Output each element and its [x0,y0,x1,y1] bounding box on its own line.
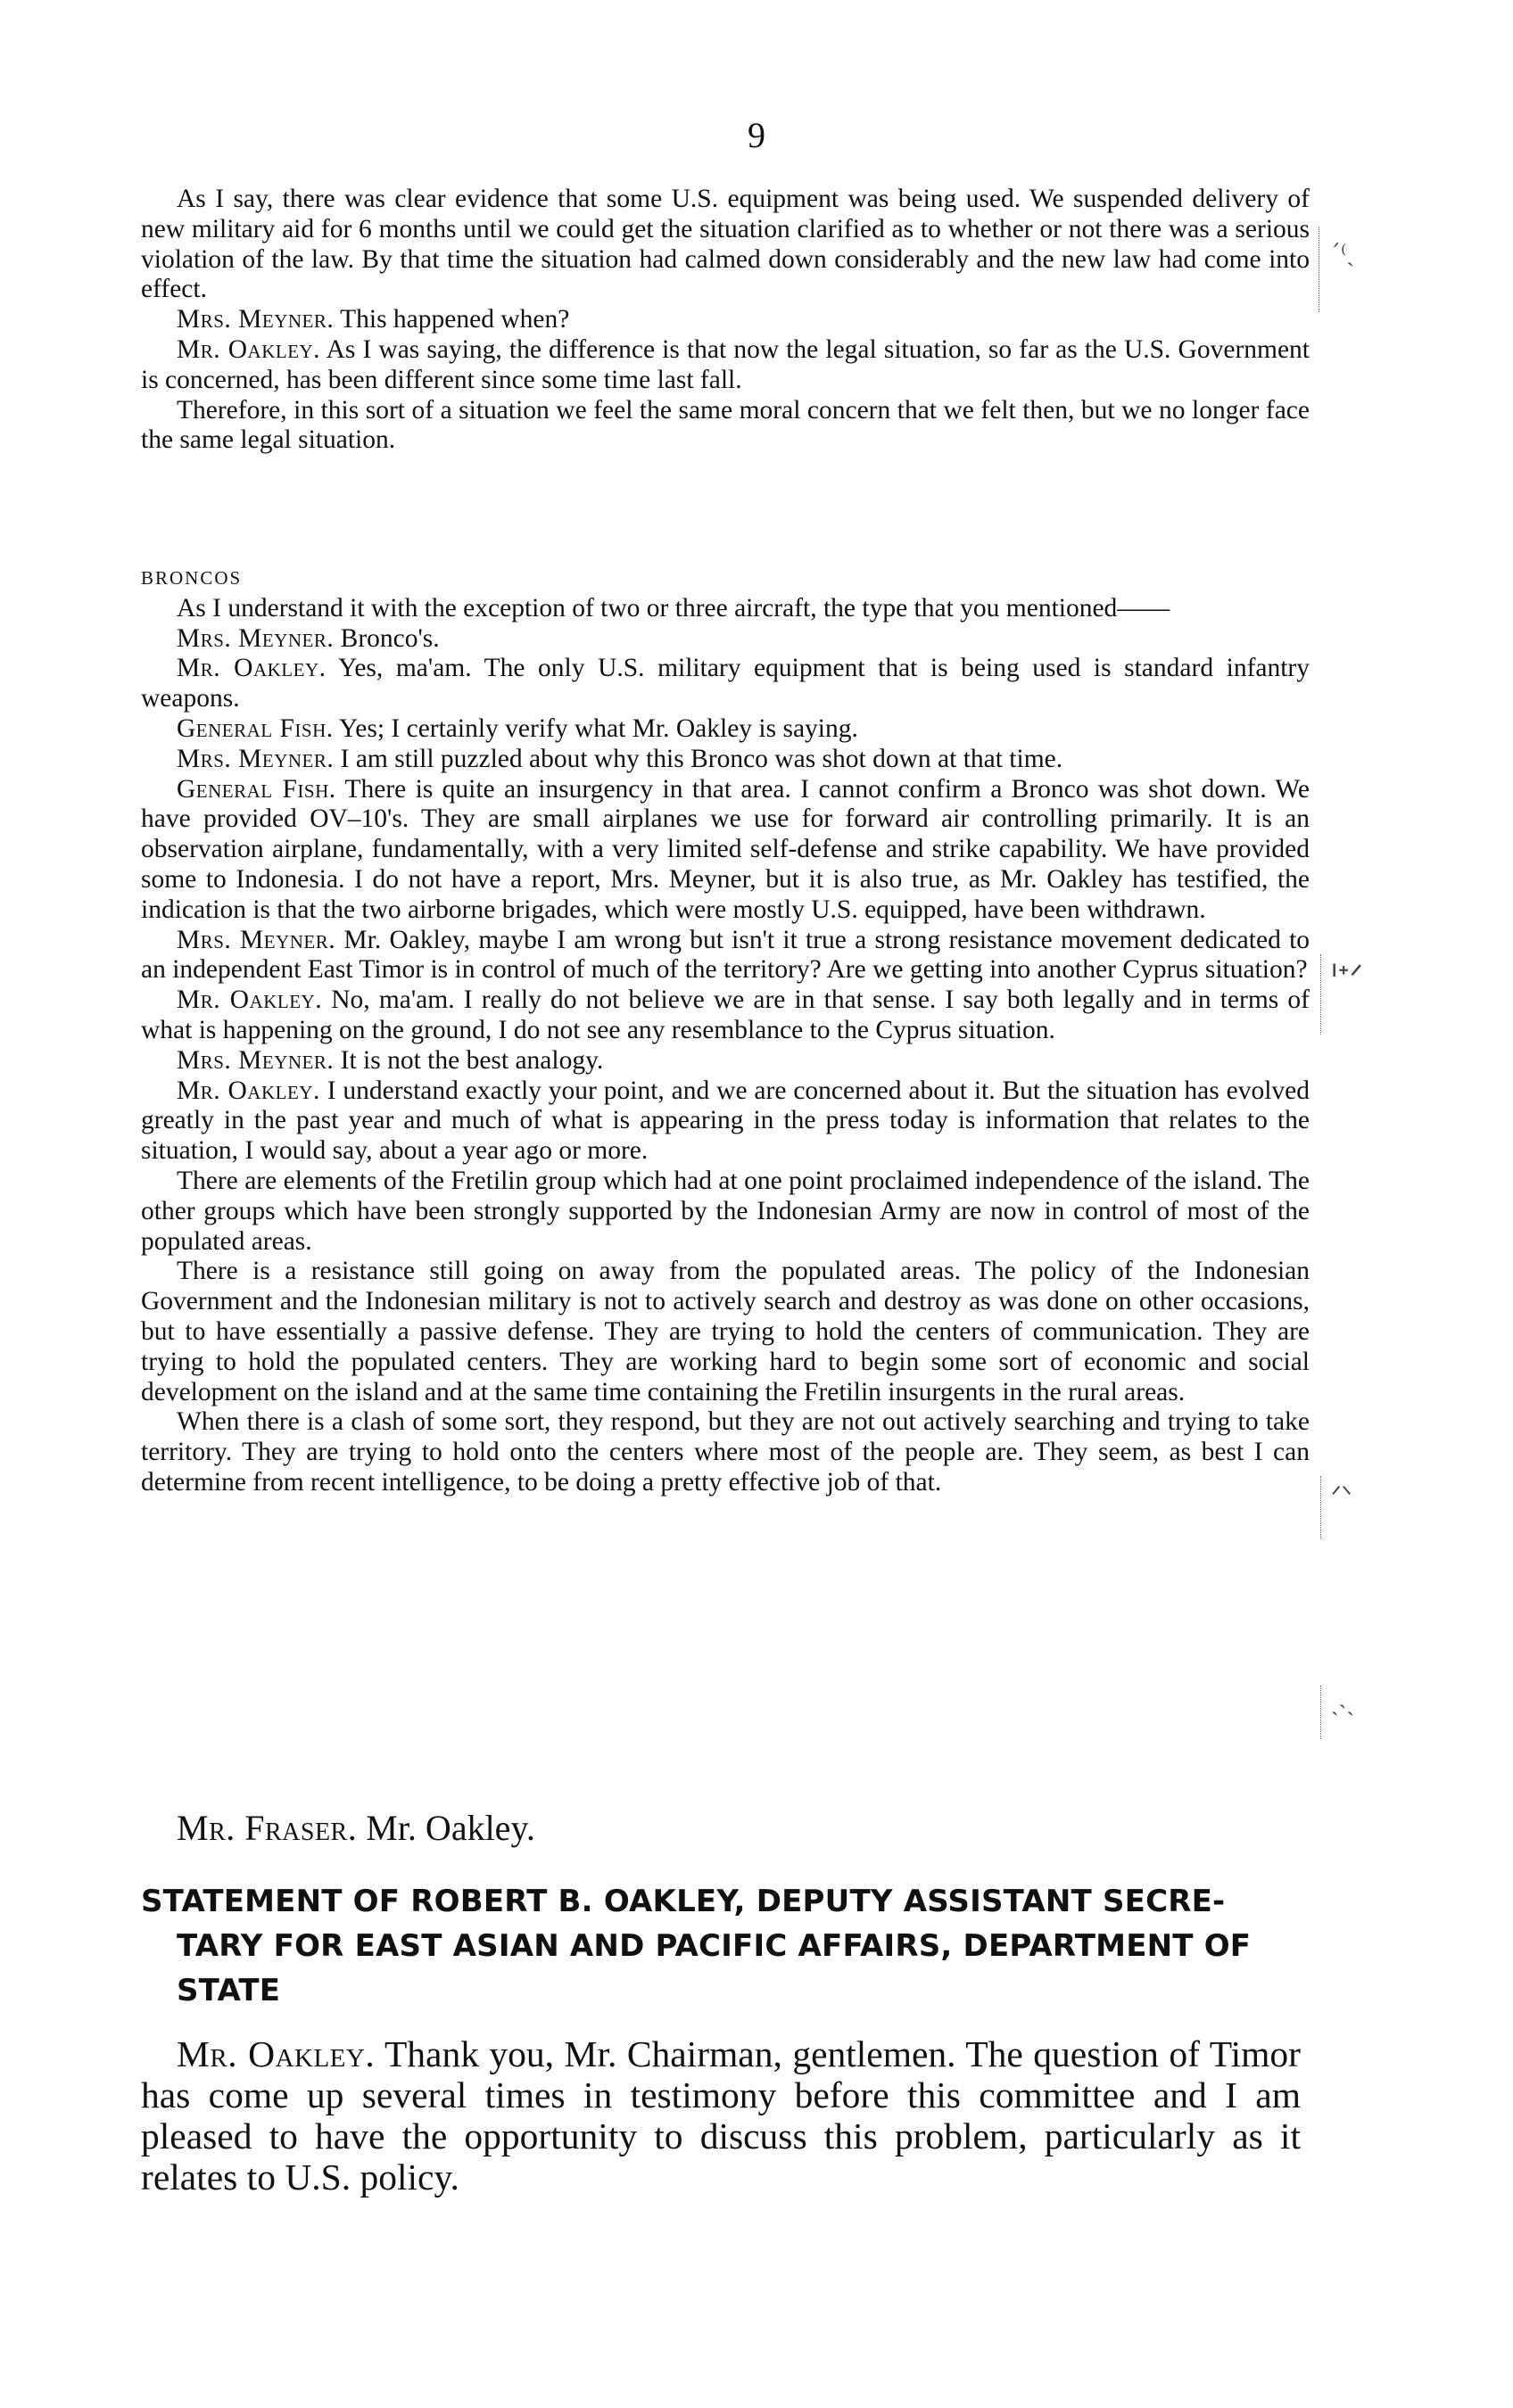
speaker-name: General Fish. [177,713,334,743]
statement-heading-line-2: TARY FOR EAST ASIAN AND PACIFIC AFFAIRS, DEPARTMENT OF [177,1928,1252,1964]
margin-scribble: ˎ˴ˎ [1331,1690,1354,1717]
speaker-name: Mrs. Meyner. [177,925,336,954]
testimony-paragraph [141,654,1310,714]
paragraph-text: Bronco's. [340,623,440,653]
speaker-name: Mrs. Meyner. [177,305,335,334]
paragraph-text: I am still puzzled about why this Bronco was shot down at that time. [340,744,1063,773]
speaker-name: General Fish. [177,774,336,804]
speaker-name: Mr. Fraser. [177,1808,358,1848]
speaker-name: Mrs. Meyner. [177,1045,335,1075]
testimony-paragraph [141,745,1310,775]
paragraph-text: As I was saying, the difference is that now the legal situation, so far as the U.S. Government is concerned, has been different since some time last fall. [141,334,1310,394]
speaker-name: Mr. Oakley. [177,334,321,364]
paragraph-text: Yes, ma'am. The only U.S. military equipment that is being used is standard infantry weapons. [141,654,1310,713]
testimony-paragraph [141,594,1310,624]
testimony-paragraph [141,1046,1310,1076]
statement-heading-line-1: STATEMENT OF ROBERT B. OAKLEY, DEPUTY ASSISTANT SECRE- [141,1884,1226,1919]
testimony-paragraph [141,1076,1310,1167]
section-heading: BRONCOS [141,567,243,589]
testimony-paragraph [141,926,1310,986]
margin-bracket [1320,954,1321,1035]
testimony-paragraph [141,714,1310,745]
speaker-name: Mr. Oakley. [177,654,327,683]
margin-bracket [1320,1686,1321,1739]
paragraph-text: There is quite an insurgency in that area. I cannot confirm a Bronco was shot down. We have provided OV–10's. They are small airplanes we use for forward air controlling primarily. It is an observation airplane, fundamentally, with a very limited self-defense and strike capability. We have provided some to Indonesia. I do not have a report, Mrs. Meyner, but it is also true, as Mr. Oakley has testified, the indication is that the two airborne brigades, which were mostly U.S. equipped, have been withdrawn. [141,774,1310,924]
paragraph-text: No, ma'am. I really do not believe we are in that sense. I say both legally and in terms of what is happening on the ground, I do not see any resemblance to the Cyprus situation. [141,985,1310,1044]
opening-statement [141,2033,1301,2198]
paragraph-text: Mr. Oakley, maybe I am wrong but isn't it true a strong resistance movement dedicated to an independent East Timor is in control of much of the territory? Are we getting into another Cyprus situation? [141,925,1310,985]
testimony-paragraph [141,624,1310,655]
testimony-block-1 [141,185,1310,456]
page-number: 9 [748,115,765,155]
statement-heading [141,1879,1327,2013]
speaker-name: Mr. Oakley. [177,1076,320,1105]
paragraph-text: There is a resistance still going on away from the populated areas. The policy of the Indonesian Government and the Indonesian military is not to actively search and destroy as was done on other occasions, but to have essentially a passive defense. They are trying to hold the centers of communication. They are trying to hold the populated centers. They are working hard to begin some sort of economic and social development on the island and at the same time containing the Fretilin insurgents in the rural areas. [141,1257,1310,1406]
margin-scribble: ˊ⁽ˎ [1329,241,1355,268]
paragraph-text: As I understand it with the exception of two or three aircraft, the type that you mentioned—— [177,593,1170,623]
margin-scribble: ᐟᐠ [1331,1480,1352,1510]
statement-heading-line-3: STATE [177,1973,281,2008]
paragraph-text: Thank you, Mr. Chairman, gentlemen. The question of Timor has come up several times in testimony before this committee and I am pleased to have the opportunity to discuss this problem, particularly as it relates to U.S. policy. [141,2033,1301,2198]
testimony-paragraph [141,1257,1310,1407]
testimony-paragraph [141,185,1310,305]
testimony-paragraph [141,775,1310,926]
paragraph-text: I understand exactly your point, and we are concerned about it. But the situation has evolved greatly in the past year and much of what is appearing in the press today is information that relates to the situation, I would say, about a year ago or more. [141,1076,1310,1166]
testimony-block-2 [141,564,1310,1498]
paragraph-text: Yes; I certainly verify what Mr. Oakley is saying. [338,713,858,743]
speaker-name: Mrs. Meyner. [177,623,335,653]
fraser-text: Mr. Oakley. [366,1808,535,1848]
paragraph-text: This happened when? [340,305,570,334]
testimony-paragraph [141,1407,1310,1497]
paragraph-text: As I say, there was clear evidence that some U.S. equipment was being used. We suspended delivery of new military aid for 6 months until we could get the situation clarified as to whether or not there was a serious violation of the law. By that time the situation had calmed down considerably and the new law had come into effect. [141,185,1310,304]
speaker-name: Mr. Oakley. [177,2033,376,2074]
speaker-name: Mrs. Meyner. [177,744,335,773]
testimony-paragraph [141,985,1310,1046]
testimony-paragraph [141,396,1310,457]
paragraph-text: There are elements of the Fretilin group which had at one point proclaimed independence of the island. The other groups which have been strongly supported by the Indonesian Army are now in control of most of the populated areas. [141,1166,1310,1256]
testimony-paragraph [141,335,1310,396]
margin-scribble: ᑊᐩᐟ [1331,959,1364,995]
paragraph-text: It is not the best analogy. [340,1045,604,1075]
fraser-line [177,1807,535,1849]
margin-bracket [1320,1476,1321,1538]
opening-statement-paragraph [141,2033,1301,2198]
speaker-name: Mr. Oakley. [177,985,323,1015]
paragraph-text: Therefore, in this sort of a situation we feel the same moral concern that we felt then, but we no longer face the same legal situation. [141,395,1310,455]
testimony-paragraph [141,305,1310,335]
paragraph-text: When there is a clash of some sort, they respond, but they are not out actively searching and trying to take territory. They are trying to hold onto the centers where most of the people are. They seem, as best I can determine from recent intelligence, to be doing a pretty effective job of that. [141,1407,1310,1497]
testimony-paragraph [141,1167,1310,1257]
